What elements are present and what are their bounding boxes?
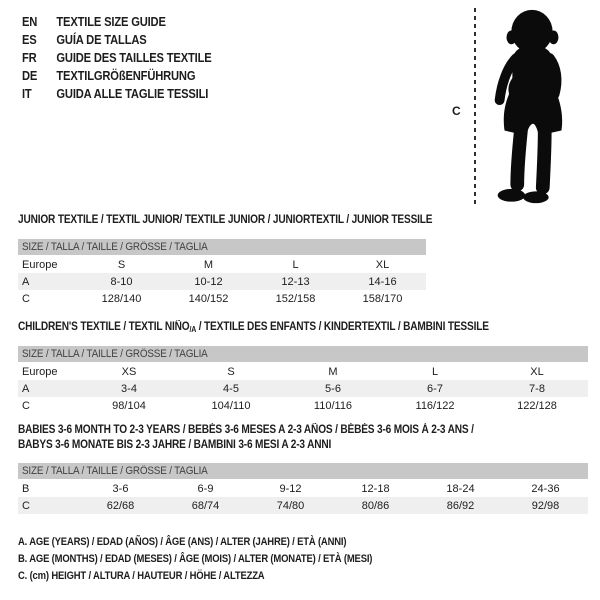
footnote-b: B. AGE (MONTHS) / EDAD (MESES) / ÂGE (MOIS) / ALTER (MONATE) / ETÀ (MESI)	[18, 553, 373, 565]
language-row	[22, 85, 212, 103]
language-row	[22, 13, 212, 31]
language-list	[22, 13, 212, 103]
size-cell: M	[203, 258, 214, 271]
heading-line-2: BABYS 3-6 MONATE BIS 2-3 JAHRE / BAMBINI 3-6 MESI A 2-3 ANNI	[18, 438, 332, 451]
language-title: TEXTILE SIZE GUIDE	[56, 14, 166, 29]
size-cell: 12-13	[281, 275, 310, 288]
size-cell: 3-4	[121, 382, 137, 395]
children-size-table	[18, 346, 588, 414]
size-cell: 24-36	[531, 482, 560, 495]
height-measure-label: C	[452, 104, 461, 118]
table-row	[18, 273, 426, 290]
heading-text: CHILDREN'S TEXTILE / TEXTIL NIÑO	[18, 321, 190, 333]
size-cell: 18-24	[446, 482, 475, 495]
language-title: GUIDE DES TAILLES TEXTILE	[56, 50, 212, 65]
size-cell: 6-7	[427, 382, 443, 395]
row-label: A	[22, 382, 30, 395]
size-cell: L	[292, 258, 299, 271]
heading-text: / TEXTILE DES ENFANTS / KINDERTEXTIL / BAMBINI TESSILE	[196, 321, 489, 333]
size-cell: XL	[530, 365, 544, 378]
row-label: C	[22, 399, 30, 412]
size-cell: 7-8	[529, 382, 545, 395]
size-bar-label: SIZE / TALLA / TAILLE / GRÖSSE / TAGLIA	[22, 465, 208, 477]
size-cell: XS	[121, 365, 137, 378]
footnote-c: C. (cm) HEIGHT / ALTURA / HAUTEUR / HÖHE / ALTEZZA	[18, 570, 265, 582]
size-cell: 80/86	[361, 499, 390, 512]
size-cell: 12-18	[361, 482, 390, 495]
size-cell: 158/170	[362, 292, 403, 305]
language-row	[22, 31, 212, 49]
language-title: TEXTILGRÖßENFÜHRUNG	[56, 68, 196, 83]
table-row	[18, 397, 588, 414]
size-cell: 104/110	[211, 399, 251, 412]
size-bar-label: SIZE / TALLA / TAILLE / GRÖSSE / TAGLIA	[22, 241, 208, 253]
size-cell: 92/98	[531, 499, 560, 512]
size-cell: 86/92	[446, 499, 475, 512]
table-row	[18, 256, 426, 273]
table-row	[18, 380, 588, 397]
size-cell: 5-6	[325, 382, 341, 395]
size-cell: 10-12	[194, 275, 223, 288]
size-cell: 3-6	[112, 482, 129, 495]
language-title: GUÍA DE TALLAS	[56, 32, 147, 47]
size-cell: 62/68	[106, 499, 135, 512]
size-cell: 152/158	[275, 292, 316, 305]
size-cell: 14-16	[368, 275, 397, 288]
size-cell: 128/140	[101, 292, 142, 305]
footnote-a: A. AGE (YEARS) / EDAD (AÑOS) / ÂGE (ANS) / ALTER (JAHRE) / ETÀ (ANNI)	[18, 536, 347, 548]
language-code: IT	[22, 86, 32, 101]
size-bar	[18, 463, 588, 479]
row-label: A	[22, 275, 30, 288]
language-code: FR	[22, 50, 37, 65]
table-row	[18, 480, 588, 497]
footnotes	[18, 534, 430, 585]
heading-line-1: BABIES 3-6 MONTH TO 2-3 YEARS / BEBÉS 3-6 MESES A 2-3 AÑOS / BÉBÉS 3-6 MOIS À 2-3 ANS /	[18, 424, 474, 436]
size-cell: M	[328, 365, 338, 378]
section-heading-junior: JUNIOR TEXTILE / TEXTIL JUNIOR/ TEXTILE JUNIOR / JUNIORTEXTIL / JUNIOR TESSILE	[18, 214, 433, 226]
language-row	[22, 49, 212, 67]
size-cell: 8-10	[110, 275, 133, 288]
size-cell: 140/152	[188, 292, 229, 305]
size-bar	[18, 346, 588, 362]
row-label: C	[22, 292, 30, 305]
section-heading-babies	[18, 423, 474, 452]
language-title: GUIDA ALLE TAGLIE TESSILI	[56, 86, 209, 101]
baby-silhouette-icon	[486, 5, 576, 211]
size-cell: XL	[375, 258, 390, 271]
size-cell: 9-12	[279, 482, 302, 495]
size-cell: 68/74	[191, 499, 220, 512]
table-row	[18, 363, 588, 380]
row-label: B	[22, 482, 30, 495]
language-code: ES	[22, 32, 37, 47]
size-bar-label: SIZE / TALLA / TAILLE / GRÖSSE / TAGLIA	[22, 348, 208, 360]
table-row	[18, 290, 426, 307]
size-cell: S	[117, 258, 126, 271]
size-cell: 4-5	[223, 382, 239, 395]
size-cell: L	[431, 365, 439, 378]
size-cell: 122/128	[517, 399, 557, 412]
table-row	[18, 497, 588, 514]
language-code: DE	[22, 68, 38, 83]
language-row	[22, 67, 212, 85]
size-cell: 6-9	[197, 482, 214, 495]
row-label: Europe	[22, 365, 58, 378]
size-cell: 110/116	[313, 399, 353, 412]
row-label: C	[22, 499, 30, 512]
section-heading-children	[18, 321, 489, 334]
size-cell: S	[227, 365, 235, 378]
size-cell: 116/122	[415, 399, 455, 412]
row-label: Europe	[22, 258, 58, 271]
size-cell: 74/80	[276, 499, 305, 512]
junior-size-table	[18, 239, 426, 307]
language-code: EN	[22, 14, 38, 29]
babies-size-table	[18, 463, 588, 514]
height-measure-line	[474, 8, 476, 208]
size-cell: 98/104	[112, 399, 146, 412]
heading-subscript: /A	[189, 325, 197, 334]
size-bar	[18, 239, 426, 255]
